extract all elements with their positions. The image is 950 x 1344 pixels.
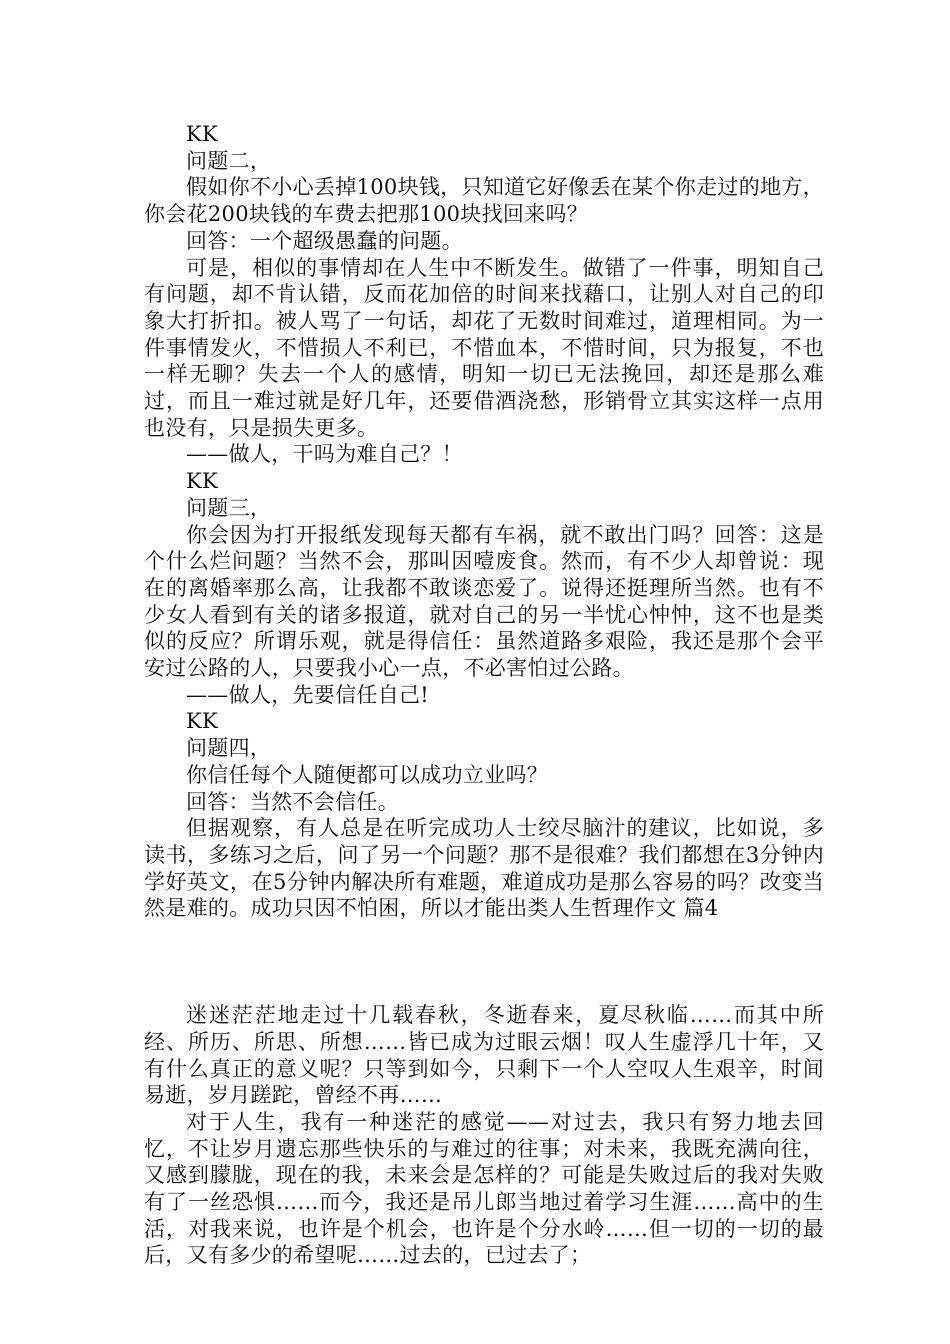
body-paragraph: 但据观察，有人总是在听完成功人士绞尽脑汁的建议，比如说，多读书，多练习之后，问了另一个问题？那不是很难？我们都想在3分钟内学好英文，在5分钟内解决所有难题，难道成功是那么容易的吗？改变当然是难的。成功只因不怕困，所以才能出类人生哲理作文 篇4 xyxy=(144,816,824,921)
answer-paragraph: 回答：当然不会信任。 xyxy=(186,789,399,814)
essay-paragraph: 迷迷茫茫地走过十几载春秋，冬逝春来，夏尽秋临……而其中所经、所历、所思、所想……皆已成为过眼云烟！叹人生虚浮几十年，又有什么真正的意义呢？只等到如今，只剩下一个人空叹人生艰辛，时间易逝，岁月蹉跎，曾经不再…… xyxy=(144,1003,824,1108)
question-heading: 问题三， xyxy=(186,495,272,520)
section-marker: KK xyxy=(186,469,218,494)
answer-paragraph: 回答：一个超级愚蠢的问题。 xyxy=(186,228,463,253)
document-body xyxy=(144,121,824,1269)
section-gap xyxy=(144,922,824,1002)
conclusion-line: ——做人，先要信任自己! xyxy=(186,682,430,707)
question-heading: 问题二， xyxy=(186,148,272,173)
conclusion-line: ——做人，干吗为难自己？！ xyxy=(186,442,463,467)
section-marker: KK xyxy=(186,709,218,734)
body-paragraph: 你会因为打开报纸发现每天都有车祸，就不敢出门吗？回答：这是个什么烂问题？当然不会，那叫因噎废食。然而，有不少人却曾说：现在的离婚率那么高，让我都不敢谈恋爱了。说得还挺理所当然。也有不少女人看到有关的诸多报道，就对自己的另一半忧心忡忡，这不也是类似的反应？所谓乐观，就是得信任：虽然道路多艰险，我还是那个会平安过公路的人，只要我小心一点，不必害怕过公路。 xyxy=(144,522,824,681)
body-paragraph: 假如你不小心丢掉100块钱，只知道它好像丢在某个你走过的地方，你会花200块钱的车费去把那100块找回来吗？ xyxy=(144,175,824,227)
body-paragraph: 可是，相似的事情却在人生中不断发生。做错了一件事，明知自己有问题，却不肯认错，反而花加倍的时间来找藉口，让别人对自己的印象大打折扣。被人骂了一句话，却花了无数时间难过，道理相同。为一件事情发火，不惜损人不利已，不惜血本，不惜时间，只为报复，不也一样无聊？失去一个人的感情，明知一切已无法挽回，却还是那么难过，而且一难过就是好几年，还要借酒浇愁，形销骨立其实这样一点用也没有，只是损失更多。 xyxy=(144,255,824,440)
question-heading: 问题四， xyxy=(186,736,272,761)
essay-paragraph: 对于人生，我有一种迷茫的感觉——对过去，我只有努力地去回忆，不让岁月遗忘那些快乐的与难过的往事；对未来，我既充满向往，又感到朦胧，现在的我，未来会是怎样的？可能是失败过后的我对失败有了一丝恐惧……而今，我还是吊儿郎当地过着学习生涯……高中的生活，对我来说，也许是个机会，也许是个分水岭……但一切的一切的最后，又有多少的希望呢……过去的，已过去了； xyxy=(144,1109,824,1268)
body-paragraph: 你信任每个人随便都可以成功立业吗？ xyxy=(186,762,549,787)
section-marker: KK xyxy=(186,122,218,146)
